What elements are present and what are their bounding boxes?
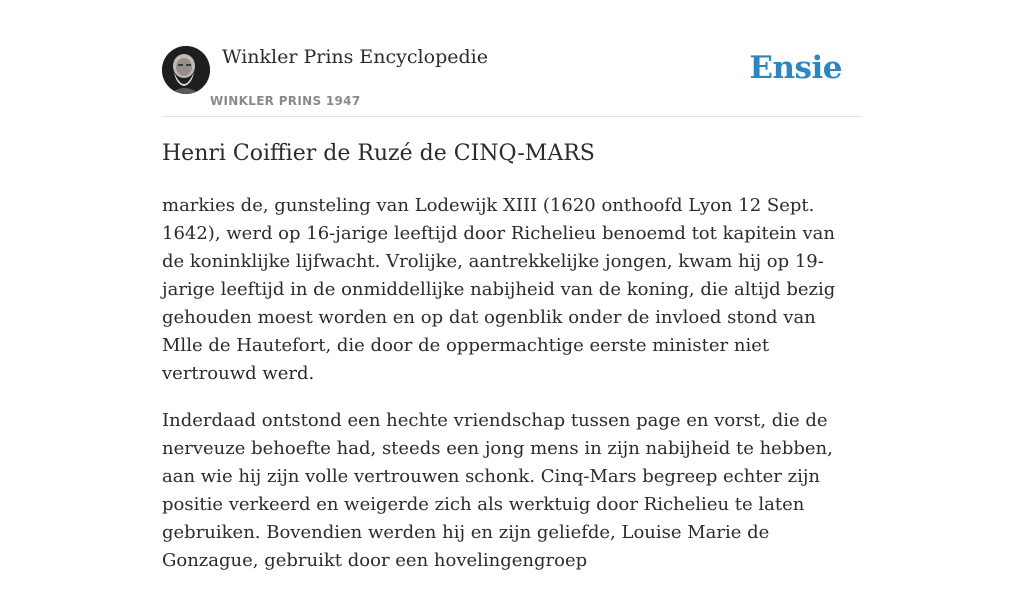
bearded-man-portrait-icon (162, 46, 210, 94)
source-name[interactable]: Winkler Prins Encyclopedie (222, 46, 488, 68)
page-title: Henri Coiffier de Ruzé de CINQ-MARS (162, 141, 595, 166)
page (162, 0, 862, 571)
article-body (162, 192, 862, 594)
header (162, 0, 862, 117)
brand-logo[interactable]: Ensie (749, 50, 842, 86)
article-paragraph: Inderdaad ontstond een hechte vriendschap tussen page en vorst, die de nerveuze behoefte had, steeds een jong mens in zijn nabijheid te hebben, aan wie hij zijn volle vertrouwen schonk. Cinq-Mars begreep echter zijn positie verkeerd en weigerde zich als werktuig door Richelieu te laten gebruiken. Bovendien werden hij en zijn geliefde, Louise Marie de Gonzague, gebruikt door een hovelingengroep (162, 410, 833, 571)
avatar[interactable] (162, 46, 210, 94)
source-edition[interactable]: WINKLER PRINS 1947 (210, 94, 361, 108)
article-paragraph: markies de, gunsteling van Lodewijk XIII (1620 onthoofd Lyon 12 Sept. 1642), werd op 16-jarige leeftijd door Richelieu benoemd tot kapitein van de koninklijke lijfwacht. Vrolijke, aantrekkelijke jongen, kwam hij op 19-jarige leeftijd in de onmiddellijke nabijheid van de koning, die altijd bezig gehouden moest worden en op dat ogenblik onder de invloed stond van Mlle de Hautefort, die door de oppermachtige eerste minister niet vertrouwd werd. (162, 195, 836, 384)
